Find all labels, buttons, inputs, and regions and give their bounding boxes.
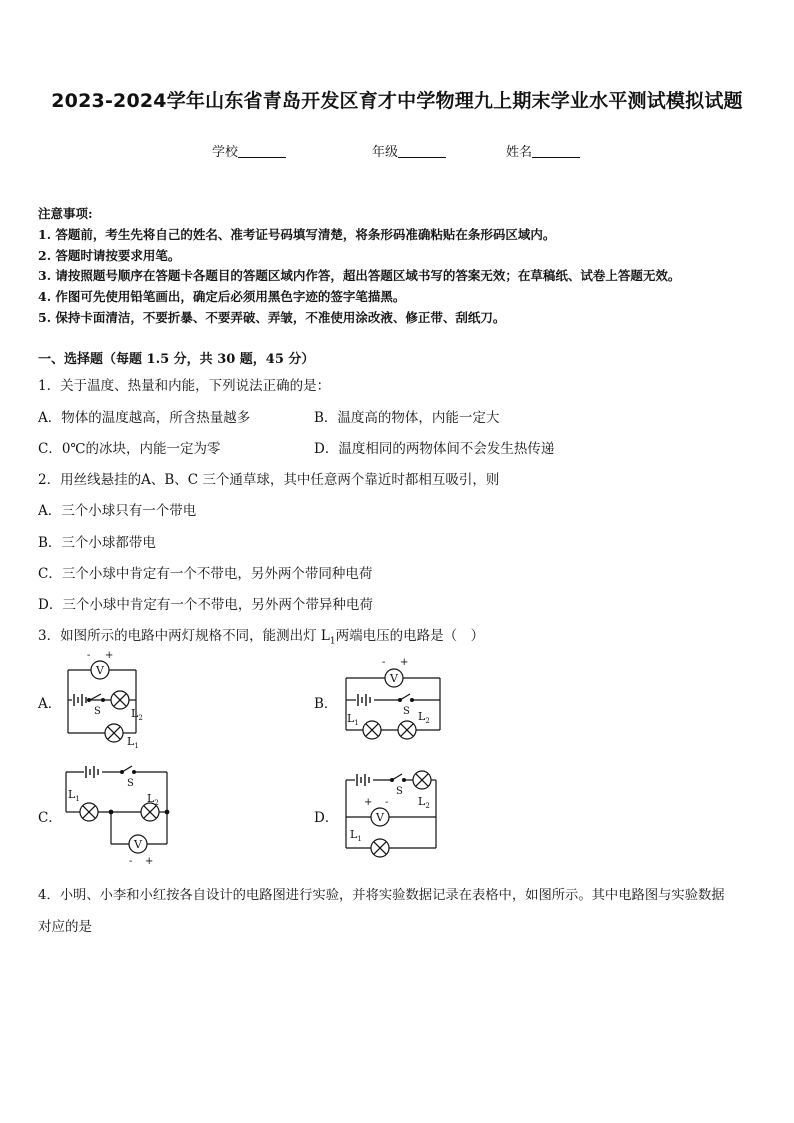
notice-item: 4. 作图可先使用铅笔画出，确定后必须用黑色字迹的签字笔描黑。	[38, 289, 406, 304]
svg-text:L2: $L_2$	[147, 792, 159, 807]
svg-text:V: V	[96, 664, 104, 677]
svg-text:L1: $L_1$	[68, 788, 80, 803]
q1-option-c: C．0℃的冰块，内能一定为零	[38, 441, 221, 457]
q3-label-a: A．	[38, 696, 62, 712]
circuit-diagram-d	[338, 762, 448, 864]
circuit-diagram-b	[338, 650, 448, 742]
svg-text:V: V	[390, 672, 398, 685]
notice-item: 3. 请按照题号顺序在答题卡各题目的答题区域内作答，超出答题区域书写的答案无效；在草稿纸、试卷上答题无效。	[38, 268, 681, 283]
q1-option-a: A．物体的温度越高，所含热量越多	[38, 410, 251, 426]
q2-option-c: C．三个小球中肯定有一个不带电，另外两个带同种电荷	[38, 566, 373, 582]
svg-text:S: S	[396, 786, 403, 797]
q1-option-b: B．温度高的物体，内能一定大	[314, 410, 500, 426]
page-title: 2023-2024学年山东省青岛开发区育才中学物理九上期末学业水平测试模拟试题	[51, 90, 743, 112]
svg-text:L1: $L_1$	[350, 828, 362, 843]
svg-text:V: V	[134, 838, 142, 851]
name-blank	[532, 144, 580, 158]
q3-label-d: D．	[314, 810, 339, 826]
notice-heading: 注意事项:	[38, 206, 93, 221]
question-2-stem: 2．用丝线悬挂的A、B、C 三个通草球，其中任意两个靠近时都相互吸引，则	[38, 472, 500, 488]
question-4-stem-line2: 对应的是	[38, 919, 92, 935]
svg-text:L1: $L_1$	[347, 712, 359, 727]
grade-label: 年级	[372, 145, 399, 160]
svg-text:-: -	[385, 797, 389, 808]
notice-item: 1. 答题前，考生先将自己的姓名、准考证号码填写清楚，将条形码准确粘贴在条形码区域内。	[38, 227, 556, 242]
question-4-stem-line1: 4．小明、小李和小红按各自设计的电路图进行实验，并将实验数据记录在表格中，如图所示。其中电路图与实验数据	[38, 888, 725, 903]
question-3-stem: 3．如图所示的电路中两灯规格不同，能测出灯 $L_1$两端电压的电路是（ ）	[38, 628, 485, 647]
svg-text:+: +	[145, 856, 154, 867]
svg-text:-: -	[382, 657, 386, 668]
svg-text:V: V	[376, 811, 384, 824]
q2-option-d: D．三个小球中肯定有一个不带电，另外两个带异种电荷	[38, 597, 373, 613]
svg-text:L2: $L_2$	[131, 707, 143, 722]
school-blank	[238, 144, 286, 158]
school-label: 学校	[212, 145, 239, 160]
q3-label-c: C．	[38, 810, 62, 826]
svg-text:L1: $L_1$	[127, 735, 139, 750]
notice-item: 2. 答题时请按要求用笔。	[38, 248, 181, 263]
grade-blank	[398, 144, 446, 158]
name-label: 姓名	[506, 145, 533, 160]
svg-text:-: -	[129, 856, 133, 867]
svg-text:-: -	[87, 650, 91, 661]
circuit-diagram-a	[60, 648, 160, 753]
school-field	[212, 141, 286, 160]
circuit-diagram-c	[60, 760, 175, 868]
svg-text:L2: $L_2$	[418, 795, 430, 810]
name-field	[506, 141, 580, 160]
q2-option-a: A．三个小球只有一个带电	[38, 503, 197, 519]
svg-text:+: +	[105, 650, 114, 661]
svg-text:S: S	[127, 778, 134, 789]
svg-text:+: +	[400, 657, 409, 668]
q3-label-b: B．	[314, 696, 338, 712]
question-1-stem: 1．关于温度、热量和内能，下列说法正确的是：	[38, 378, 331, 394]
q1-option-d: D．温度相同的两物体间不会发生热传递	[314, 441, 555, 457]
svg-text:S: S	[403, 706, 410, 717]
q2-option-b: B．三个小球都带电	[38, 535, 156, 551]
section-heading: 一、选择题（每题 1.5 分，共 30 题，45 分）	[38, 352, 315, 367]
svg-text:+: +	[364, 797, 373, 808]
svg-text:S: S	[94, 706, 101, 717]
svg-text:L2: $L_2$	[418, 710, 430, 725]
grade-field	[372, 141, 446, 160]
notice-item: 5. 保持卡面清洁，不要折暴、不要弄破、弄皱，不准使用涂改液、修正带、刮纸刀。	[38, 310, 506, 325]
